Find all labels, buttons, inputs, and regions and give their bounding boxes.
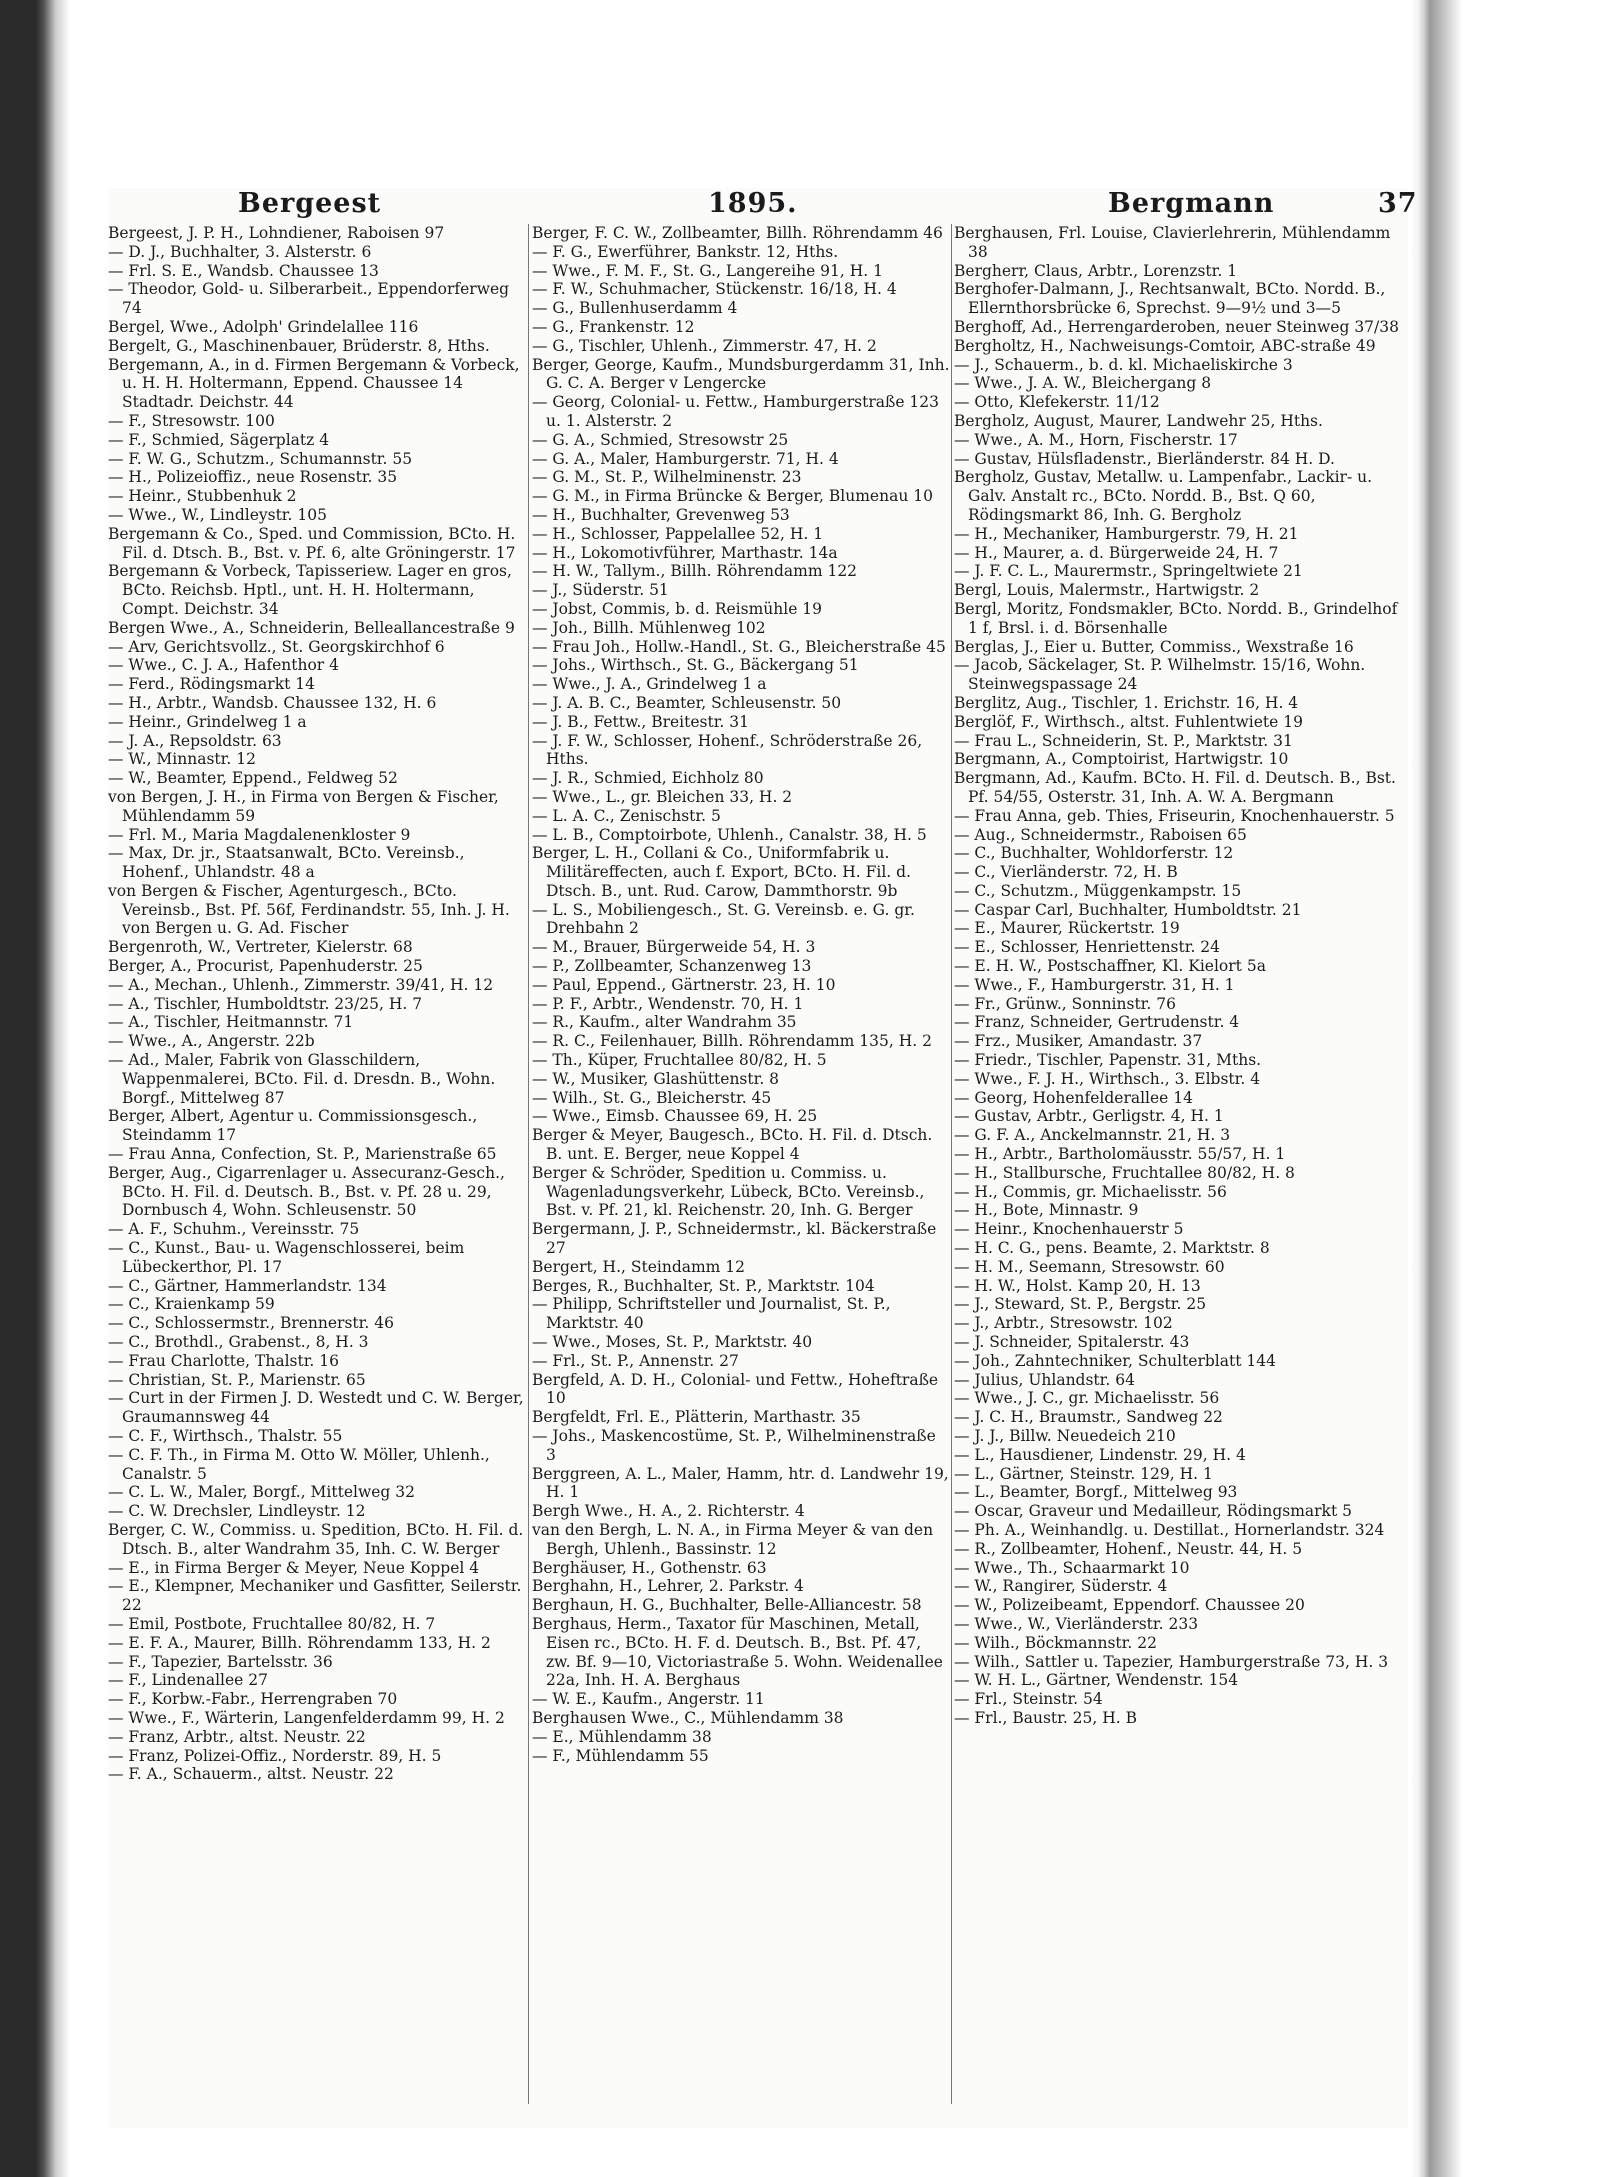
directory-entry: — A., Tischler, Heitmannstr. 71 bbox=[108, 1013, 354, 1032]
directory-entry: — L. S., Mobiliengesch., St. G. Vereinsb. e. G. gr. Drehbahn 2 bbox=[532, 900, 915, 938]
directory-entry: — F., Tapezier, Bartelsstr. 36 bbox=[108, 1652, 333, 1671]
directory-entry: — G. A., Maler, Hamburgerstr. 71, H. 4 bbox=[532, 449, 839, 468]
directory-entry: — F., Mühlendamm 55 bbox=[532, 1746, 709, 1765]
directory-entry: — G. M., in Firma Brüncke & Berger, Blumenau 10 bbox=[532, 487, 933, 506]
directory-entry: Berghausen Wwe., C., Mühlendamm 38 bbox=[532, 1708, 844, 1727]
directory-entry: — J. B., Fettw., Breitestr. 31 bbox=[532, 712, 750, 731]
directory-entry: — H., Polizeioffiz., neue Rosenstr. 35 bbox=[108, 468, 398, 487]
directory-entry: — E., Klempner, Mechaniker und Gasfitter, Seilerstr. 22 bbox=[108, 1577, 522, 1615]
directory-entry: — J. C. H., Braumstr., Sandweg 22 bbox=[954, 1408, 1223, 1427]
directory-entry: — L., Gärtner, Steinstr. 129, H. 1 bbox=[954, 1464, 1213, 1483]
directory-entry: — F., Stresowstr. 100 bbox=[108, 411, 275, 430]
directory-entry: — Johs., Wirthsch., St. G., Bäckergang 51 bbox=[532, 656, 859, 675]
directory-entry: — Johs., Maskencostüme, St. P., Wilhelminenstraße 3 bbox=[532, 1427, 936, 1464]
directory-entry: — F., Schmied, Sägerplatz 4 bbox=[108, 430, 330, 449]
directory-entry: — Arv, Gerichtsvollz., St. Georgskirchhof 6 bbox=[108, 637, 445, 656]
directory-entry: — Wwe., C. J. A., Hafenthor 4 bbox=[108, 656, 339, 675]
directory-entry: — A. F., Schuhm., Vereinsstr. 75 bbox=[108, 1220, 360, 1239]
directory-entry: — G., Frankenstr. 12 bbox=[532, 317, 695, 336]
directory-entry: Bergeest, J. P. H., Lohndiener, Raboisen 97 bbox=[108, 224, 445, 242]
directory-entry: Bergenroth, W., Vertreter, Kielerstr. 68 bbox=[108, 938, 413, 957]
directory-entry: — F. A., Schauerm., altst. Neustr. 22 bbox=[108, 1765, 394, 1784]
directory-entry: — Gustav, Hülsfladenstr., Bierländerstr. 84 H. D. bbox=[954, 449, 1335, 468]
directory-entry: — Frau Anna, geb. Thies, Friseurin, Knochenhauerstr. 5 bbox=[954, 806, 1395, 825]
directory-entry: — Franz, Polizei-Offiz., Norderstr. 89, H. 5 bbox=[108, 1746, 442, 1765]
directory-entry: — Frl. S. E., Wandsb. Chaussee 13 bbox=[108, 261, 379, 280]
directory-entry: — H., Arbtr., Wandsb. Chaussee 132, H. 6 bbox=[108, 693, 437, 712]
directory-entry: Berghahn, H., Lehrer, 2. Parkstr. 4 bbox=[532, 1577, 804, 1596]
directory-entry: — J. Schneider, Spitalerstr. 43 bbox=[954, 1333, 1190, 1352]
directory-entry: — Otto, Klefekerstr. 11/12 bbox=[954, 393, 1160, 412]
directory-entry: — C., Kunst., Bau- u. Wagenschlosserei, beim Lübeckerthor, Pl. 17 bbox=[108, 1239, 465, 1276]
directory-entry: — Wwe., Eimsb. Chaussee 69, H. 25 bbox=[532, 1107, 818, 1126]
directory-entry: Berghofer-Dalmann, J., Rechtsanwalt, BCto. Nordd. B., Ellernthorsbrücke 6, Sprechst. 9—9½ und 3—5 bbox=[954, 280, 1386, 318]
directory-entry: — Fr., Grünw., Sonninstr. 76 bbox=[954, 994, 1176, 1013]
directory-entry: — Philipp, Schriftsteller und Journalist, St. P., Marktstr. 40 bbox=[532, 1295, 891, 1333]
directory-entry: — Jobst, Commis, b. d. Reismühle 19 bbox=[532, 599, 823, 618]
directory-entry: Berghausen, Frl. Louise, Clavierlehrerin, Mühlendamm 38 bbox=[954, 224, 1391, 261]
directory-entry: Berger, L. H., Collani & Co., Uniformfabrik u. Militäreffecten, auch f. Export, BCto. H. Fil. d. Dtsch. B., unt. Rud. Carow, Dammthorstr. 9b bbox=[532, 844, 911, 900]
directory-entry: — C., Gärtner, Hammerlandstr. 134 bbox=[108, 1276, 387, 1295]
directory-entry: Berger, Albert, Agentur u. Commissionsgesch., Steindamm 17 bbox=[108, 1107, 478, 1145]
directory-entry: — E., Schlosser, Henriettenstr. 24 bbox=[954, 938, 1221, 957]
directory-entry: — Th., Küper, Fruchtallee 80/82, H. 5 bbox=[532, 1051, 827, 1070]
directory-entry: — R. C., Feilenhauer, Billh. Röhrendamm 135, H. 2 bbox=[532, 1032, 932, 1051]
directory-entry: — F. G., Ewerführer, Bankstr. 12, Hths. bbox=[532, 242, 839, 261]
directory-entry: — R., Kaufm., alter Wandrahm 35 bbox=[532, 1013, 797, 1032]
directory-entry: — Ad., Maler, Fabrik von Glasschildern, Wappenmalerei, BCto. Fil. d. Dresdn. B., Wohn. Borgf., Mittelweg 87 bbox=[108, 1051, 496, 1107]
directory-entry: — P. F., Arbtr., Wendenstr. 70, H. 1 bbox=[532, 994, 804, 1013]
directory-entry: — Emil, Postbote, Fruchtallee 80/82, H. 7 bbox=[108, 1614, 436, 1633]
directory-entry: — W., Beamter, Eppend., Feldweg 52 bbox=[108, 769, 398, 788]
directory-entry: Berglöf, F., Wirthsch., altst. Fuhlentwiete 19 bbox=[954, 712, 1303, 731]
directory-entry: — D. J., Buchhalter, 3. Alsterstr. 6 bbox=[108, 242, 372, 261]
directory-entry: — G., Bullenhuserdamm 4 bbox=[532, 299, 738, 318]
directory-entry: Bergermann, J. P., Schneidermstr., kl. Bäckerstraße 27 bbox=[532, 1220, 937, 1258]
header-right-keyword: Bergmann bbox=[1108, 188, 1275, 219]
directory-entry: von Bergen, J. H., in Firma von Bergen & Fischer, Mühlendamm 59 bbox=[108, 787, 499, 825]
directory-entry: — E. F. A., Maurer, Billh. Röhrendamm 133, H. 2 bbox=[108, 1633, 491, 1652]
directory-entry: — H., Maurer, a. d. Bürgerweide 24, H. 7 bbox=[954, 543, 1279, 562]
directory-entry: — Ferd., Rödingsmarkt 14 bbox=[108, 675, 315, 694]
directory-entry: — Wwe., Th., Schaarmarkt 10 bbox=[954, 1558, 1190, 1577]
directory-entry: — Wwe., J. C., gr. Michaelisstr. 56 bbox=[954, 1389, 1220, 1408]
directory-entry: — Wwe., A., Angerstr. 22b bbox=[108, 1032, 315, 1051]
directory-entry: — A., Tischler, Humboldtstr. 23/25, H. 7 bbox=[108, 994, 423, 1013]
directory-entry: — H. W., Holst. Kamp 20, H. 13 bbox=[954, 1276, 1201, 1295]
directory-entry: Berglitz, Aug., Tischler, 1. Erichstr. 16, H. 4 bbox=[954, 693, 1299, 712]
directory-entry: — Frl., Baustr. 25, H. B bbox=[954, 1708, 1138, 1727]
directory-entry: — Wwe., A. M., Horn, Fischerstr. 17 bbox=[954, 430, 1238, 449]
directory-entry: Bergen Wwe., A., Schneiderin, Belleallancestraße 9 bbox=[108, 618, 515, 637]
directory-column-1 bbox=[108, 224, 526, 2114]
directory-entry: Berghaun, H. G., Buchhalter, Belle-Alliancestr. 58 bbox=[532, 1596, 922, 1615]
directory-entry: — Frau Anna, Confection, St. P., Marienstraße 65 bbox=[108, 1145, 497, 1164]
directory-entry: — Wilh., St. G., Bleicherstr. 45 bbox=[532, 1088, 772, 1107]
directory-entry: — Joh., Zahntechniker, Schulterblatt 144 bbox=[954, 1351, 1276, 1370]
directory-entry: Bergemann & Co., Sped. und Commission, BCto. H. Fil. d. Dtsch. B., Bst. v. Pf. 6, alte Gröningerstr. 17 bbox=[108, 524, 516, 562]
column-divider bbox=[528, 224, 529, 2104]
directory-entry: — Jacob, Säckelager, St. P. Wilhelmstr. 15/16, Wohn. Steinwegspassage 24 bbox=[954, 656, 1366, 694]
directory-entry: — L. B., Comptoirbote, Uhlenh., Canalstr. 38, H. 5 bbox=[532, 825, 927, 844]
directory-entry: — G. F. A., Anckelmannstr. 21, H. 3 bbox=[954, 1126, 1231, 1145]
directory-entry: — C., Schutzm., Müggenkampstr. 15 bbox=[954, 881, 1242, 900]
directory-entry: — Wwe., Moses, St. P., Marktstr. 40 bbox=[532, 1333, 813, 1352]
directory-entry: Berghoff, Ad., Herrengarderoben, neuer Steinweg 37/38 bbox=[954, 317, 1399, 336]
directory-entry: — Frl., St. P., Annenstr. 27 bbox=[532, 1351, 739, 1370]
directory-entry: — Wwe., F., Wärterin, Langenfelderdamm 99, H. 2 bbox=[108, 1708, 505, 1727]
directory-entry: Berghaus, Herm., Taxator für Maschinen, Metall, Eisen rc., BCto. H. F. d. Deutsch. B., Bst. Pf. 47, zw. Bf. 9—10, Victoriastraße 5. Wohn. Weidenallee 22a, Inh. H. A. Berghaus bbox=[532, 1614, 943, 1690]
directory-entry: — Franz, Schneider, Gertrudenstr. 4 bbox=[954, 1013, 1240, 1032]
directory-entry: — G., Tischler, Uhlenh., Zimmerstr. 47, H. 2 bbox=[532, 336, 877, 355]
directory-entry: — Christian, St. P., Marienstr. 65 bbox=[108, 1370, 366, 1389]
directory-entry: — Frz., Musiker, Amandastr. 37 bbox=[954, 1032, 1203, 1051]
directory-entry: — H., Mechaniker, Hamburgerstr. 79, H. 21 bbox=[954, 524, 1299, 543]
directory-entry: — C. F., Wirthsch., Thalstr. 55 bbox=[108, 1427, 343, 1445]
directory-entry: Bergel, Wwe., Adolph' Grindelallee 116 bbox=[108, 317, 419, 336]
directory-entry: — Frau Charlotte, Thalstr. 16 bbox=[108, 1351, 339, 1370]
directory-entry: — Gustav, Arbtr., Gerligstr. 4, H. 1 bbox=[954, 1107, 1224, 1126]
directory-entry: — Wilh., Sattler u. Tapezier, Hamburgerstraße 73, H. 3 bbox=[954, 1652, 1389, 1671]
directory-entry: — E., Maurer, Rückertstr. 19 bbox=[954, 919, 1180, 938]
directory-entry: — C. W. Drechsler, Lindleystr. 12 bbox=[108, 1502, 366, 1521]
directory-entry: — J. R., Schmied, Eichholz 80 bbox=[532, 769, 764, 788]
running-header bbox=[108, 188, 1418, 219]
directory-entry: van den Bergh, L. N. A., in Firma Meyer & van den Bergh, Uhlenh., Bassinstr. 12 bbox=[532, 1520, 934, 1558]
directory-entry: — H., Stallbursche, Fruchtallee 80/82, H. 8 bbox=[954, 1163, 1295, 1182]
directory-entry: Bergherr, Claus, Arbtr., Lorenzstr. 1 bbox=[954, 261, 1238, 280]
page-number: 37 bbox=[1378, 188, 1418, 219]
directory-entry: — F. W., Schuhmacher, Stückenstr. 16/18, H. 4 bbox=[532, 280, 897, 299]
directory-entry: — J., Schauerm., b. d. kl. Michaeliskirche 3 bbox=[954, 355, 1293, 374]
directory-entry: — Julius, Uhlandstr. 64 bbox=[954, 1370, 1135, 1389]
directory-entry: — J. A., Repsoldstr. 63 bbox=[108, 731, 282, 750]
directory-entry: — Heinr., Stubbenhuk 2 bbox=[108, 487, 297, 506]
directory-entry: Berger & Schröder, Spedition u. Commiss. u. Wagenladungsverkehr, Lübeck, BCto. Vereinsb., Bst. v. Pf. 21, kl. Reichenstr. 20, Inh. G. Berger bbox=[532, 1163, 925, 1220]
directory-entry: — H., Buchhalter, Grevenweg 53 bbox=[532, 505, 790, 524]
directory-entry: Bergholtz, H., Nachweisungs-Comtoir, ABC-straße 49 bbox=[954, 336, 1376, 355]
directory-entry: — Max, Dr. jr., Staatsanwalt, BCto. Vereinsb., Hohenf., Uhlandstr. 48 a bbox=[108, 844, 465, 882]
directory-entry: Berglas, J., Eier u. Butter, Commiss., Wexstraße 16 bbox=[954, 637, 1354, 656]
directory-entry: — Wwe., F. M. F., St. G., Langereihe 91, H. 1 bbox=[532, 261, 883, 280]
directory-entry: — Frl. M., Maria Magdalenenkloster 9 bbox=[108, 825, 411, 844]
directory-entry: Berger & Meyer, Baugesch., BCto. H. Fil. d. Dtsch. B. unt. E. Berger, neue Koppel 4 bbox=[532, 1126, 933, 1164]
directory-entry: Bergemann & Vorbeck, Tapisseriew. Lager en gros, BCto. Reichsb. Hptl., unt. H. H. Holtermann, Compt. Deichstr. 34 bbox=[108, 562, 512, 618]
directory-entry: Berger, A., Procurist, Papenhuderstr. 25 bbox=[108, 957, 423, 976]
directory-entry: — M., Brauer, Bürgerweide 54, H. 3 bbox=[532, 938, 816, 957]
directory-entry: Bergfeldt, Frl. E., Plätterin, Marthastr. 35 bbox=[532, 1408, 861, 1427]
directory-entry: — H., Arbtr., Bartholomäusstr. 55/57, H. 1 bbox=[954, 1145, 1286, 1164]
directory-entry: — C. F. Th., in Firma M. Otto W. Möller, Uhlenh., Canalstr. 5 bbox=[108, 1445, 490, 1483]
directory-entry: — C., Brothdl., Grabenst., 8, H. 3 bbox=[108, 1333, 369, 1352]
directory-entry: — J. F. C. L., Maurermstr., Springeltwiete 21 bbox=[954, 562, 1303, 581]
directory-entry: — L., Hausdiener, Lindenstr. 29, H. 4 bbox=[954, 1445, 1246, 1464]
directory-entry: — R., Zollbeamter, Hohenf., Neustr. 44, H. 5 bbox=[954, 1539, 1303, 1558]
header-year: 1895. bbox=[708, 188, 798, 219]
directory-entry: — H., Commis, gr. Michaelisstr. 56 bbox=[954, 1182, 1227, 1201]
scan-right-edge bbox=[1410, 0, 1600, 2177]
directory-entry: — Heinr., Knochenhauerstr 5 bbox=[954, 1220, 1184, 1239]
directory-entry: — C., Buchhalter, Wohldorferstr. 12 bbox=[954, 844, 1234, 863]
directory-page bbox=[108, 188, 1418, 2128]
directory-entry: — H. M., Seemann, Stresowstr. 60 bbox=[954, 1257, 1225, 1276]
directory-entry: — C., Schlossermstr., Brennerstr. 46 bbox=[108, 1314, 394, 1333]
directory-entry: Berger, George, Kaufm., Mundsburgerdamm 31, Inh. G. C. A. Berger v Lengercke bbox=[532, 355, 950, 393]
directory-entry: — Oscar, Graveur und Medailleur, Rödingsmarkt 5 bbox=[954, 1502, 1352, 1521]
directory-entry: — Wwe., L., gr. Bleichen 33, H. 2 bbox=[532, 787, 793, 806]
directory-entry: von Bergen & Fischer, Agenturgesch., BCto. Vereinsb., Bst. Pf. 56f, Ferdinandstr. 55, Inh. J. H. von Bergen u. G. Ad. Fischer bbox=[108, 881, 510, 938]
directory-entry: — A., Mechan., Uhlenh., Zimmerstr. 39/41, H. 12 bbox=[108, 975, 494, 994]
directory-entry: — W., Polizeibeamt, Eppendorf. Chaussee 20 bbox=[954, 1596, 1305, 1615]
directory-entry: Bergert, H., Steindamm 12 bbox=[532, 1257, 746, 1276]
directory-entry: — F. W. G., Schutzm., Schumannstr. 55 bbox=[108, 449, 413, 468]
directory-entry: — L. A. C., Zenischstr. 5 bbox=[532, 806, 721, 825]
directory-entry: — Georg, Colonial- u. Fettw., Hamburgerstraße 123 u. 1. Alsterstr. 2 bbox=[532, 393, 940, 430]
directory-entry: — Friedr., Tischler, Papenstr. 31, Mths. bbox=[954, 1051, 1262, 1070]
directory-entry: — J., Steward, St. P., Bergstr. 25 bbox=[954, 1295, 1207, 1314]
directory-entry: Bergl, Louis, Malermstr., Hartwigstr. 2 bbox=[954, 581, 1260, 600]
directory-entry: — Aug., Schneidermstr., Raboisen 65 bbox=[954, 825, 1247, 844]
directory-entry: — H., Bote, Minnastr. 9 bbox=[954, 1201, 1139, 1220]
directory-entry: — L., Beamter, Borgf., Mittelweg 93 bbox=[954, 1483, 1238, 1502]
directory-entry: — J. F. W., Schlosser, Hohenf., Schröderstraße 26, Hths. bbox=[532, 731, 923, 769]
directory-entry: Bergh Wwe., H. A., 2. Richterstr. 4 bbox=[532, 1502, 805, 1521]
directory-entry: — J., Süderstr. 51 bbox=[532, 581, 669, 600]
directory-entry: — W., Rangirer, Süderstr. 4 bbox=[954, 1577, 1168, 1596]
directory-entry: — P., Zollbeamter, Schanzenweg 13 bbox=[532, 957, 812, 976]
directory-entry: Bergelt, G., Maschinenbauer, Brüderstr. 8, Hths. bbox=[108, 336, 490, 355]
directory-entry: — Frau L., Schneiderin, St. P., Marktstr. 31 bbox=[954, 731, 1293, 750]
directory-entry: Berger, F. C. W., Zollbeamter, Billh. Röhrendamm 46 bbox=[532, 224, 943, 242]
directory-entry: — Wilh., Böckmannstr. 22 bbox=[954, 1633, 1157, 1652]
directory-entry: — C., Kraienkamp 59 bbox=[108, 1295, 275, 1314]
directory-entry: — H. C. G., pens. Beamte, 2. Marktstr. 8 bbox=[954, 1239, 1270, 1258]
directory-column-3 bbox=[954, 224, 1408, 2114]
directory-entry: — Theodor, Gold- u. Silberarbeit., Eppendorferweg 74 bbox=[108, 280, 510, 318]
directory-entry: — Wwe., W., Vierländerstr. 233 bbox=[954, 1614, 1199, 1633]
directory-entry: Bergholz, August, Maurer, Landwehr 25, Hths. bbox=[954, 411, 1323, 430]
directory-entry: — F., Korbw.-Fabr., Herrengraben 70 bbox=[108, 1690, 398, 1709]
directory-entry: — E., Mühlendamm 38 bbox=[532, 1727, 712, 1746]
directory-entry: Berger, C. W., Commiss. u. Spedition, BCto. H. Fil. d. Dtsch. B., alter Wandrahm 35, Inh. C. W. Berger bbox=[108, 1520, 524, 1558]
directory-entry: — W. H. L., Gärtner, Wendenstr. 154 bbox=[954, 1671, 1239, 1690]
directory-entry: — Wwe., J. A., Grindelweg 1 a bbox=[532, 675, 767, 694]
directory-entry: — J. J., Billw. Neuedeich 210 bbox=[954, 1427, 1176, 1445]
directory-entry: — Frau Joh., Hollw.-Handl., St. G., Bleicherstraße 45 bbox=[532, 637, 946, 656]
header-left-keyword: Bergeest bbox=[238, 188, 382, 219]
directory-entry: Berges, R., Buchhalter, St. P., Marktstr. 104 bbox=[532, 1276, 875, 1295]
directory-entry: — H., Lokomotivführer, Marthastr. 14a bbox=[532, 543, 838, 562]
directory-entry: — E. H. W., Postschaffner, Kl. Kielort 5a bbox=[954, 957, 1266, 976]
directory-entry: — Wwe., F., Hamburgerstr. 31, H. 1 bbox=[954, 975, 1235, 994]
directory-column-2 bbox=[532, 224, 950, 2114]
directory-entry: — C., Vierländerstr. 72, H. B bbox=[954, 863, 1178, 882]
directory-entry: — Curt in der Firmen J. D. Westedt und C. W. Berger, Graumannsweg 44 bbox=[108, 1389, 524, 1427]
directory-entry: — Frl., Steinstr. 54 bbox=[954, 1690, 1103, 1709]
directory-entry: — H. W., Tallym., Billh. Röhrendamm 122 bbox=[532, 562, 858, 581]
directory-entry: — H., Schlosser, Pappelallee 52, H. 1 bbox=[532, 524, 824, 543]
directory-entry: — Paul, Eppend., Gärtnerstr. 23, H. 10 bbox=[532, 975, 836, 994]
directory-entry: — G. A., Schmied, Stresowstr 25 bbox=[532, 430, 789, 449]
directory-entry: — Wwe., W., Lindleystr. 105 bbox=[108, 505, 327, 524]
scan-left-edge bbox=[0, 0, 70, 2177]
directory-entry: — Georg, Hohenfelderallee 14 bbox=[954, 1088, 1194, 1107]
directory-entry: Bergholz, Gustav, Metallw. u. Lampenfabr., Lackir- u. Galv. Anstalt rc., BCto. Nordd. B., Bst. Q 60, Rödingsmarkt 86, Inh. G. Bergholz bbox=[954, 468, 1373, 524]
directory-entry: — J. A. B. C., Beamter, Schleusenstr. 50 bbox=[532, 693, 842, 712]
directory-entry: — W. E., Kaufm., Angerstr. 11 bbox=[532, 1690, 765, 1709]
directory-entry: — G. M., St. P., Wilhelminenstr. 23 bbox=[532, 468, 802, 487]
directory-entry: — C. L. W., Maler, Borgf., Mittelweg 32 bbox=[108, 1483, 415, 1502]
directory-entry: Berghäuser, H., Gothenstr. 63 bbox=[532, 1558, 767, 1577]
directory-entry: — F., Lindenallee 27 bbox=[108, 1671, 269, 1690]
directory-entry: Berger, Aug., Cigarrenlager u. Assecuranz-Gesch., BCto. H. Fil. d. Deutsch. B., Bst. v. Pf. 28 u. 29, Dornbusch 4, Wohn. Schleusenstr. 50 bbox=[108, 1163, 505, 1220]
directory-entry: Berggreen, A. L., Maler, Hamm, htr. d. Landwehr 19, H. 1 bbox=[532, 1464, 949, 1502]
directory-entry: Bergfeld, A. D. H., Colonial- und Fettw., Hoheftraße 10 bbox=[532, 1370, 939, 1408]
directory-entry: — Joh., Billh. Mühlenweg 102 bbox=[532, 618, 766, 637]
directory-entry: — Wwe., F. J. H., Wirthsch., 3. Elbstr. 4 bbox=[954, 1069, 1261, 1088]
directory-entry: — Caspar Carl, Buchhalter, Humboldtstr. 21 bbox=[954, 900, 1302, 919]
column-divider bbox=[951, 224, 952, 2104]
directory-entry: — Wwe., J. A. W., Bleichergang 8 bbox=[954, 374, 1212, 393]
directory-entry: — W., Minnastr. 12 bbox=[108, 750, 256, 769]
directory-entry: Bergl, Moritz, Fondsmakler, BCto. Nordd. B., Grindelhof 1 f, Brsl. i. d. Börsenhalle bbox=[954, 599, 1398, 637]
directory-entry: Bergmann, A., Comptoirist, Hartwigstr. 10 bbox=[954, 750, 1289, 769]
directory-entry: — Heinr., Grindelweg 1 a bbox=[108, 712, 307, 731]
directory-entry: Bergmann, Ad., Kaufm. BCto. H. Fil. d. Deutsch. B., Bst. Pf. 54/55, Osterstr. 31, Inh. A. W. A. Bergmann bbox=[954, 769, 1396, 806]
directory-entry: — J., Arbtr., Stresowstr. 102 bbox=[954, 1314, 1173, 1333]
directory-entry: — Ph. A., Weinhandlg. u. Destillat., Hornerlandstr. 324 bbox=[954, 1520, 1385, 1539]
directory-entry: — Franz, Arbtr., altst. Neustr. 22 bbox=[108, 1727, 366, 1746]
directory-entry: — E., in Firma Berger & Meyer, Neue Koppel 4 bbox=[108, 1558, 480, 1577]
directory-entry: — W., Musiker, Glashüttenstr. 8 bbox=[532, 1069, 780, 1088]
directory-entry: Bergemann, A., in d. Firmen Bergemann & Vorbeck, u. H. H. Holtermann, Eppend. Chaussee 14 Stadtadr. Deichstr. 44 bbox=[108, 355, 520, 412]
